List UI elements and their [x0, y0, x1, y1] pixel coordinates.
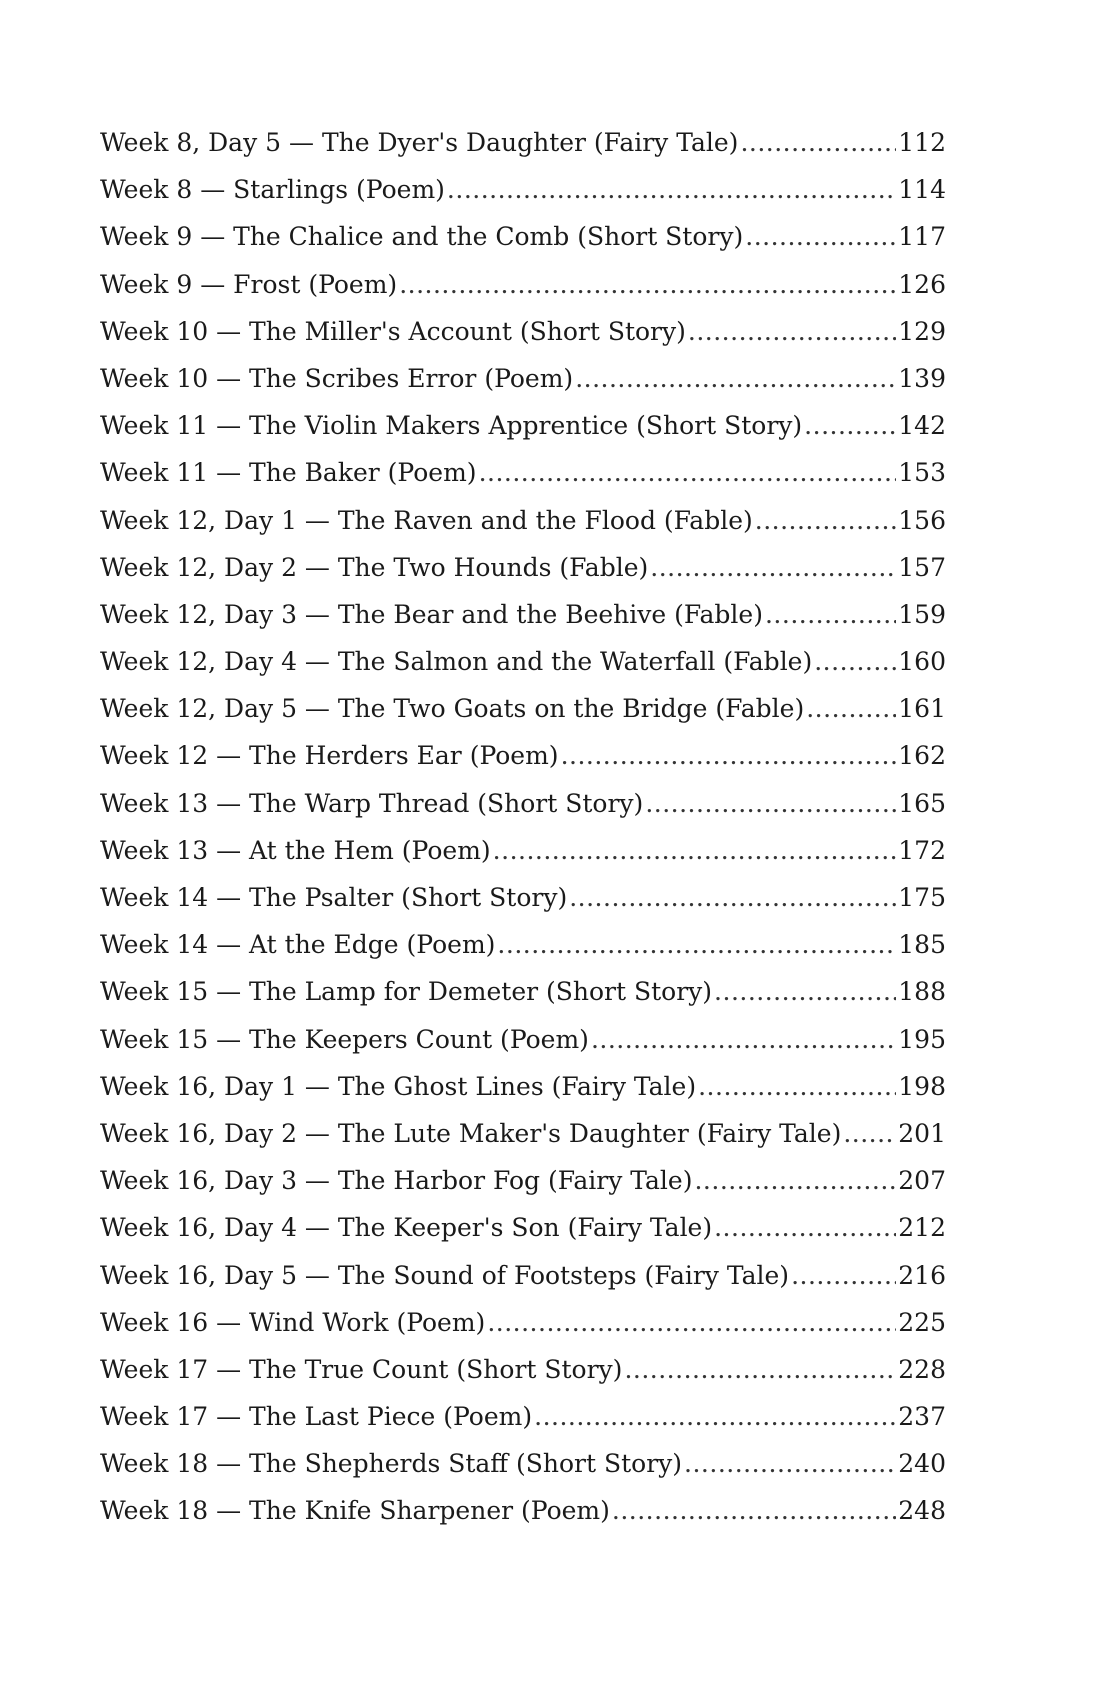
toc-entry-page: 153 [898, 458, 946, 488]
toc-entry [100, 732, 946, 779]
toc-entry-title: Week 18 — The Shepherds Staff (Short Story) [100, 1449, 683, 1479]
toc-entry-page: 237 [898, 1402, 946, 1432]
toc-entry-page: 207 [898, 1166, 946, 1196]
toc-entry-title: Week 16, Day 3 — The Harbor Fog (Fairy Tale) [100, 1166, 693, 1196]
toc-entry-title: Week 18 — The Knife Sharpener (Poem) [100, 1496, 610, 1526]
toc-entry [100, 780, 946, 827]
dot-leader [399, 261, 896, 308]
toc-entry [100, 1487, 946, 1534]
toc-entry-title: Week 12, Day 2 — The Two Hounds (Fable) [100, 552, 649, 582]
toc-entry-title: Week 16, Day 5 — The Sound of Footsteps (Fairy Tale) [100, 1260, 790, 1290]
dot-leader [479, 449, 897, 496]
dot-leader [688, 308, 896, 355]
toc-entry-page: 156 [898, 505, 946, 535]
toc-entry-title: Week 13 — At the Hem (Poem) [100, 835, 491, 865]
toc-entry-title: Week 11 — The Baker (Poem) [100, 458, 477, 488]
toc-entry [100, 921, 946, 968]
toc-entry-page: 195 [898, 1024, 946, 1054]
toc-entry-page: 228 [898, 1354, 946, 1384]
toc-entry-title: Week 10 — The Scribes Error (Poem) [100, 363, 574, 393]
toc-entry-page: 117 [898, 222, 946, 252]
toc-entry-page: 142 [898, 411, 946, 441]
toc-entry-page: 201 [898, 1118, 946, 1148]
dot-leader [487, 1299, 896, 1346]
toc-entry-title: Week 8, Day 5 — The Dyer's Daughter (Fairy Tale) [100, 128, 739, 157]
toc-entry-title: Week 9 — The Chalice and the Comb (Short Story) [100, 222, 744, 252]
toc-entry [100, 213, 946, 260]
toc-entry [100, 1063, 946, 1110]
toc-entry-title: Week 16, Day 2 — The Lute Maker's Daughter (Fairy Tale) [100, 1118, 842, 1148]
dot-leader [765, 591, 896, 638]
toc-entry [100, 1110, 946, 1157]
toc-entry-title: Week 13 — The Warp Thread (Short Story) [100, 788, 644, 818]
toc-entry-page: 159 [898, 599, 946, 629]
toc-entry-title: Week 15 — The Lamp for Demeter (Short Story) [100, 977, 713, 1007]
toc-entry-page: 161 [898, 694, 946, 724]
toc-entry [100, 1204, 946, 1251]
toc-entry-page: 112 [898, 128, 946, 157]
toc-entry-title: Week 12, Day 3 — The Bear and the Beehive (Fable) [100, 599, 763, 629]
toc-entry [100, 1393, 946, 1440]
toc-entry-title: Week 17 — The True Count (Short Story) [100, 1354, 623, 1384]
toc-entry [100, 449, 946, 496]
toc-entry [100, 1346, 946, 1393]
toc-entry-title: Week 9 — Frost (Poem) [100, 269, 398, 299]
toc-entry-title: Week 12, Day 4 — The Salmon and the Waterfall (Fable) [100, 647, 813, 677]
toc-entry-page: 172 [898, 835, 946, 865]
table-of-contents [100, 119, 946, 1535]
toc-entry-page: 157 [898, 552, 946, 582]
dot-leader [497, 921, 896, 968]
toc-entry-page: 248 [898, 1496, 946, 1526]
toc-entry-page: 162 [898, 741, 946, 771]
dot-leader [650, 544, 896, 591]
dot-leader [561, 732, 897, 779]
toc-entry [100, 119, 946, 166]
toc-entry-title: Week 12, Day 5 — The Two Goats on the Bridge (Fable) [100, 694, 805, 724]
toc-entry [100, 308, 946, 355]
dot-leader [714, 968, 896, 1015]
dot-leader [806, 685, 896, 732]
toc-entry-title: Week 10 — The Miller's Account (Short Story) [100, 316, 686, 346]
toc-entry-page: 185 [898, 930, 946, 960]
toc-entry [100, 166, 946, 213]
toc-entry [100, 1440, 946, 1487]
toc-entry-page: 114 [898, 175, 946, 205]
toc-entry [100, 1252, 946, 1299]
toc-entry-title: Week 14 — At the Edge (Poem) [100, 930, 496, 960]
toc-entry-page: 139 [898, 363, 946, 393]
toc-entry-page: 165 [898, 788, 946, 818]
toc-entry-page: 240 [898, 1449, 946, 1479]
toc-entry [100, 544, 946, 591]
toc-entry-title: Week 15 — The Keepers Count (Poem) [100, 1024, 589, 1054]
toc-entry-page: 188 [898, 977, 946, 1007]
toc-entry [100, 355, 946, 402]
toc-entry-page: 198 [898, 1071, 946, 1101]
toc-entry-page: 212 [898, 1213, 946, 1243]
toc-entry [100, 685, 946, 732]
dot-leader [694, 1157, 896, 1204]
toc-entry [100, 497, 946, 544]
toc-entry [100, 402, 946, 449]
dot-leader [843, 1110, 896, 1157]
toc-entry-title: Week 17 — The Last Piece (Poem) [100, 1402, 533, 1432]
dot-leader [745, 213, 896, 260]
toc-entry-title: Week 11 — The Violin Makers Apprentice (Short Story) [100, 411, 803, 441]
toc-entry-page: 225 [898, 1307, 946, 1337]
toc-entry-title: Week 16, Day 4 — The Keeper's Son (Fairy Tale) [100, 1213, 713, 1243]
dot-leader [447, 166, 896, 213]
toc-entry [100, 638, 946, 685]
toc-entry-title: Week 12, Day 1 — The Raven and the Flood (Fable) [100, 505, 753, 535]
dot-leader [575, 355, 896, 402]
dot-leader [791, 1252, 896, 1299]
toc-entry [100, 591, 946, 638]
dot-leader [493, 827, 897, 874]
dot-leader [624, 1346, 896, 1393]
dot-leader [804, 402, 896, 449]
toc-entry-page: 160 [898, 647, 946, 677]
dot-leader [740, 119, 896, 166]
toc-entry [100, 1157, 946, 1204]
toc-entry [100, 1299, 946, 1346]
toc-entry-page: 126 [898, 269, 946, 299]
dot-leader [755, 497, 897, 544]
dot-leader [714, 1204, 896, 1251]
toc-entry [100, 1016, 946, 1063]
toc-entry-page: 129 [898, 316, 946, 346]
dot-leader [814, 638, 896, 685]
toc-entry [100, 968, 946, 1015]
dot-leader [684, 1440, 896, 1487]
dot-leader [698, 1063, 896, 1110]
toc-entry [100, 261, 946, 308]
toc-entry [100, 827, 946, 874]
toc-entry-title: Week 16 — Wind Work (Poem) [100, 1307, 486, 1337]
toc-entry [100, 874, 946, 921]
dot-leader [645, 780, 896, 827]
dot-leader [569, 874, 896, 921]
dot-leader [534, 1393, 896, 1440]
toc-entry-page: 175 [898, 883, 946, 912]
dot-leader [591, 1016, 896, 1063]
toc-entry-title: Week 14 — The Psalter (Short Story) [100, 883, 568, 912]
toc-entry-title: Week 16, Day 1 — The Ghost Lines (Fairy Tale) [100, 1071, 697, 1101]
toc-entry-page: 216 [898, 1260, 946, 1290]
toc-entry-title: Week 8 — Starlings (Poem) [100, 175, 445, 205]
dot-leader [612, 1487, 896, 1534]
toc-entry-title: Week 12 — The Herders Ear (Poem) [100, 741, 559, 771]
